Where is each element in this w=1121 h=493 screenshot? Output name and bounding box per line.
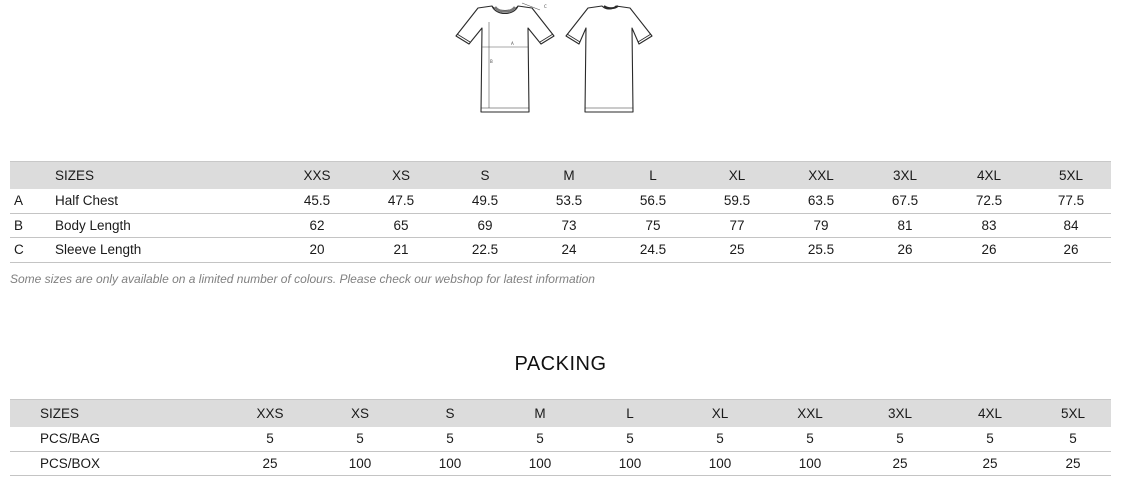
table-cell: 83 <box>947 213 1031 238</box>
tshirt-measurement-illustration <box>452 0 672 118</box>
size-header: 5XL <box>1031 162 1111 189</box>
table-cell: 25 <box>225 451 315 476</box>
table-cell: 47.5 <box>359 189 443 214</box>
table-cell: 72.5 <box>947 189 1031 214</box>
size-header: S <box>443 162 527 189</box>
table-cell: 77 <box>695 213 779 238</box>
table-cell: 100 <box>315 451 405 476</box>
row-label: Body Length <box>55 213 275 238</box>
size-header: XL <box>695 162 779 189</box>
size-header: L <box>611 162 695 189</box>
tshirt-front-outline <box>456 6 554 112</box>
row-label: PCS/BOX <box>10 451 225 476</box>
table-cell: 84 <box>1031 213 1111 238</box>
table-cell: 75 <box>611 213 695 238</box>
table-cell: 77.5 <box>1031 189 1111 214</box>
table-cell: 5 <box>765 427 855 452</box>
size-header: XS <box>359 162 443 189</box>
size-header: L <box>585 400 675 427</box>
size-table-header <box>10 162 1111 189</box>
table-cell: 81 <box>863 213 947 238</box>
table-cell: 5 <box>945 427 1035 452</box>
size-header: M <box>495 400 585 427</box>
table-cell: 67.5 <box>863 189 947 214</box>
table-cell: 59.5 <box>695 189 779 214</box>
table-cell: 100 <box>765 451 855 476</box>
table-cell: 25.5 <box>779 238 863 263</box>
table-cell: 24 <box>527 238 611 263</box>
packing-table <box>10 399 1111 476</box>
row-code: A <box>10 189 55 214</box>
size-header: XXS <box>225 400 315 427</box>
size-header: 3XL <box>863 162 947 189</box>
table-cell: 26 <box>1031 238 1111 263</box>
availability-note: Some sizes are only available on a limited number of colours. Please check our webshop for latest information <box>10 272 595 286</box>
table-cell: 5 <box>1035 427 1111 452</box>
table-cell: 5 <box>315 427 405 452</box>
size-header: XXS <box>275 162 359 189</box>
table-cell: 26 <box>947 238 1031 263</box>
svg-text:A: A <box>511 41 514 46</box>
table-cell: 69 <box>443 213 527 238</box>
table-cell: 25 <box>855 451 945 476</box>
table-row <box>10 189 1111 214</box>
table-cell: 5 <box>855 427 945 452</box>
row-label: Sleeve Length <box>55 238 275 263</box>
table-row <box>10 427 1111 452</box>
size-header: XL <box>675 400 765 427</box>
table-row <box>10 238 1111 263</box>
table-cell: 5 <box>225 427 315 452</box>
table-cell: 5 <box>675 427 765 452</box>
table-cell: 100 <box>495 451 585 476</box>
svg-text:B: B <box>490 59 493 64</box>
table-cell: 53.5 <box>527 189 611 214</box>
svg-text:C: C <box>544 4 547 9</box>
row-label: PCS/BAG <box>10 427 225 452</box>
size-header: XXL <box>765 400 855 427</box>
size-header: 4XL <box>947 162 1031 189</box>
table-cell: 62 <box>275 213 359 238</box>
size-header: M <box>527 162 611 189</box>
tshirt-back-outline <box>566 6 652 112</box>
sizes-header-label: SIZES <box>10 400 225 427</box>
row-code: B <box>10 213 55 238</box>
size-header: 3XL <box>855 400 945 427</box>
table-cell: 56.5 <box>611 189 695 214</box>
table-cell: 100 <box>675 451 765 476</box>
table-cell: 5 <box>495 427 585 452</box>
table-cell: 21 <box>359 238 443 263</box>
table-cell: 45.5 <box>275 189 359 214</box>
size-chart-table <box>10 161 1111 263</box>
size-header: 4XL <box>945 400 1035 427</box>
row-code: C <box>10 238 55 263</box>
table-cell: 5 <box>585 427 675 452</box>
table-row <box>10 451 1111 476</box>
size-header: XS <box>315 400 405 427</box>
table-cell: 63.5 <box>779 189 863 214</box>
table-cell: 5 <box>405 427 495 452</box>
table-cell: 49.5 <box>443 189 527 214</box>
size-header: S <box>405 400 495 427</box>
table-cell: 25 <box>1035 451 1111 476</box>
table-cell: 65 <box>359 213 443 238</box>
table-cell: 100 <box>405 451 495 476</box>
packing-table-header <box>10 400 1111 427</box>
sizes-header-label: SIZES <box>55 162 275 189</box>
packing-title: PACKING <box>514 353 607 375</box>
table-cell: 22.5 <box>443 238 527 263</box>
row-label: Half Chest <box>55 189 275 214</box>
table-row <box>10 213 1111 238</box>
table-cell: 24.5 <box>611 238 695 263</box>
table-cell: 100 <box>585 451 675 476</box>
table-cell: 26 <box>863 238 947 263</box>
table-cell: 73 <box>527 213 611 238</box>
table-cell: 25 <box>945 451 1035 476</box>
table-cell: 25 <box>695 238 779 263</box>
size-header: 5XL <box>1035 400 1111 427</box>
size-header: XXL <box>779 162 863 189</box>
table-cell: 79 <box>779 213 863 238</box>
table-cell: 20 <box>275 238 359 263</box>
